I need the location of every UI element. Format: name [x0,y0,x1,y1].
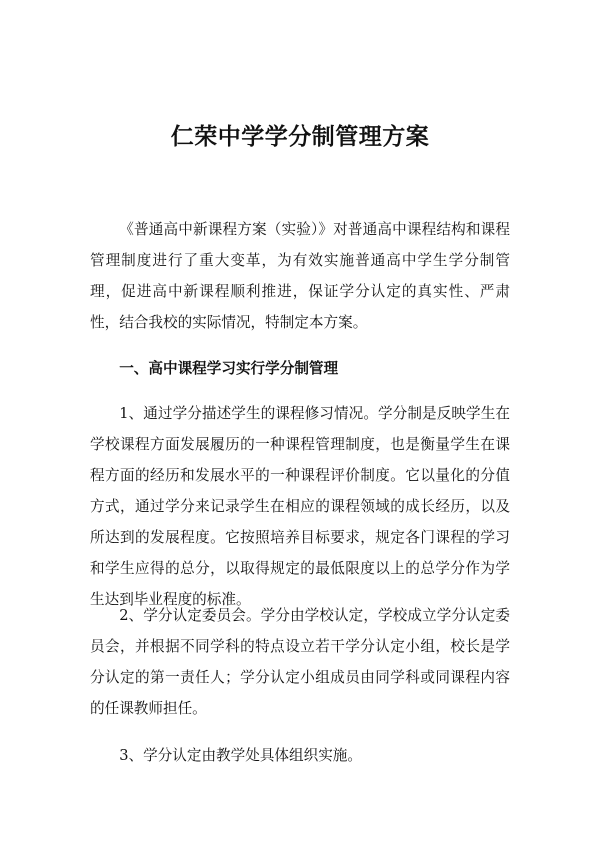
paragraph-item-1: 1、通过学分描述学生的课程修习情况。学分制是反映学生在学校课程方面发展履历的一种课程管理制度，也是衡量学生在课程方面的经历和发展水平的一种课程评价制度。它以量化的分值方式，通过学分来记录学生在相应的课程领域的成长经历，以及所达到的发展程度。它按照培养目标要求，规定各门课程的学习和学生应得的总分，以取得规定的最低限度以上的总学分作为学生达到毕业程度的标准。 [90,405,510,608]
section-heading: 一、高中课程学习实行学分制管理 [119,360,339,377]
paragraph-item-3: 3、学分认定由教学处具体组织实施。 [119,747,362,764]
document-title: 仁荣中学学分制管理方案 [170,124,430,150]
intro-paragraph: 《普通高中新课程方案（实验）》对普通高中课程结构和课程管理制度进行了重大变革，为有效实施普通高中学生学分制管理，促进高中新课程顺利推进，保证学分认定的真实性、严肃性，结合我校的实际情况，特制定本方案。 [90,221,510,331]
paragraph-item-2: 2、学分认定委员会。学分由学校认定，学校成立学分认定委员会，并根据不同学科的特点设立若干学分认定小组，校长是学分认定的第一责任人；学分认定小组成员由同学科或同课程内容的任课教师担任。 [90,607,510,717]
